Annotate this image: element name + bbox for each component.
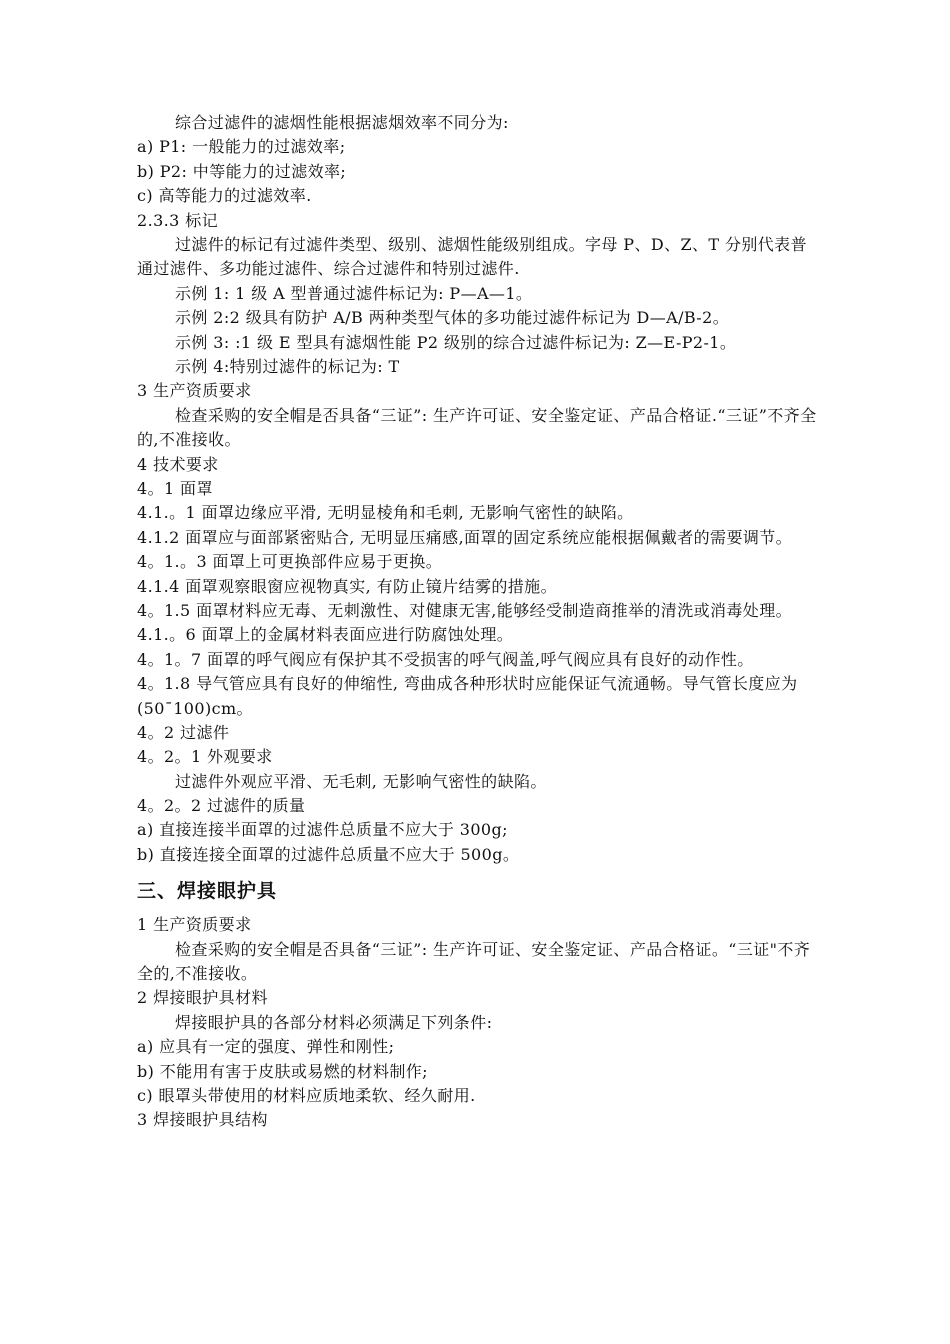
item-4-1-7: 4。1。7 面罩的呼气阀应有保护其不受损害的呼气阀盖,呼气阀应具有良好的动作性。 [137,649,754,669]
list-item-strength: a) 应具有一定的强度、弹性和刚性; [137,1037,395,1057]
item-4-1-3: 4。1.。3 面罩上可更换部件应易于更换。 [137,552,443,572]
document-page [137,111,817,1133]
list-item-high: c) 高等能力的过滤效率. [137,186,312,206]
example-1: 示例 1: 1 级 A 型普通过滤件标记为: P—A—1。 [175,283,533,303]
section-heading-welding-1: 1 生产资质要求 [137,915,252,935]
paragraph-appearance: 过滤件外观应平滑、无毛刺, 无影响气密性的缺陷。 [175,771,547,791]
item-4-1-1: 4.1.。1 面罩边缘应平滑, 无明显棱角和毛刺, 无影响气密性的缺陷。 [137,503,634,523]
section-heading-welding-3: 3 焊接眼护具结构 [137,1110,268,1130]
chapter-title-welding-eye-protection: 三、焊接眼护具 [137,880,278,903]
list-item-p1: a) P1: 一般能力的过滤效率; [137,137,346,157]
item-4-1-5: 4。1.5 面罩材料应无毒、无刺激性、对健康无害,能够经受制造商推举的清洗或消毒处理。 [137,600,792,620]
example-4: 示例 4:特别过滤件的标记为: T [175,356,400,376]
item-4-1-4: 4.1.4 面罩观察眼窗应视物真实, 有防止镜片结雾的措施。 [137,576,557,596]
item-4-1-8: 4。1.8 导气管应具有良好的伸缩性, 弯曲成各种形状时应能保证气流通畅。导气管长度应为 (50¯100)cm。 [137,674,798,718]
section-heading-4-2: 4。2 过滤件 [137,722,230,742]
section-heading-3: 3 生产资质要求 [137,381,252,401]
paragraph-filter-smoke-intro: 综合过滤件的滤烟性能根据滤烟效率不同分为: [175,113,509,132]
paragraph-welding-qualification: 检查采购的安全帽是否具备“三证”: 生产许可证、安全鉴定证、产品合格证。“三证"不齐全的,不准接收。 [137,939,811,984]
list-item-p2: b) P2: 中等能力的过滤效率; [137,161,347,181]
section-heading-4: 4 技术要求 [137,454,219,474]
example-2: 示例 2:2 级具有防护 A/B 两种类型气体的多功能过滤件标记为 D—A/B-2。 [175,308,730,328]
section-heading-4-2-1: 4。2。1 外观要求 [137,747,273,767]
paragraph-welding-materials: 焊接眼护具的各部分材料必须满足下列条件: [175,1012,493,1032]
section-heading-4-2-2: 4。2。2 过滤件的质量 [137,796,306,816]
list-item-full-mask-mass: b) 直接连接全面罩的过滤件总质量不应大于 500g。 [137,844,520,864]
list-item-skin-safe: b) 不能用有害于皮肤或易燃的材料制作; [137,1061,428,1081]
item-4-1-6: 4.1.。6 面罩上的金属材料表面应进行防腐蚀处理。 [137,625,514,645]
item-4-1-2: 4.1.2 面罩应与面部紧密贴合, 无明显压痛感,面罩的固定系统应能根据佩戴者的需要调节。 [137,527,793,547]
list-item-headband: c) 眼罩头带使用的材料应质地柔软、经久耐用. [137,1086,476,1106]
paragraph-marking: 过滤件的标记有过滤件类型、级别、滤烟性能级别组成。字母 P、D、Z、T 分别代表普通过滤件、多功能过滤件、综合过滤件和特别过滤件. [137,234,807,279]
paragraph-qualification: 检查采购的安全帽是否具备“三证”: 生产许可证、安全鉴定证、产品合格证.“三证”不齐全的,不准接收。 [137,405,817,450]
example-3: 示例 3: :1 级 E 型具有滤烟性能 P2 级别的综合过滤件标记为: Z—E-P2-1。 [175,332,737,352]
section-heading-4-1: 4。1 面罩 [137,478,213,498]
list-item-half-mask-mass: a) 直接连接半面罩的过滤件总质量不应大于 300g; [137,820,508,840]
section-heading-welding-2: 2 焊接眼护具材料 [137,988,268,1008]
section-heading-2-3-3: 2.3.3 标记 [137,210,218,230]
